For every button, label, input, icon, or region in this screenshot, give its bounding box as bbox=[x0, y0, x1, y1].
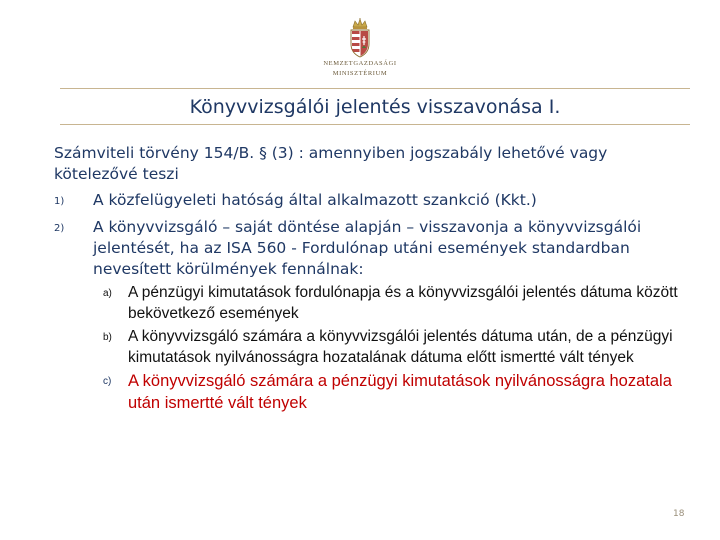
logo-org-line2: MINISZTÉRIUM bbox=[332, 70, 388, 77]
list-item bbox=[54, 217, 694, 414]
sub-list-marker: c) bbox=[103, 376, 112, 387]
slide-body bbox=[54, 143, 694, 420]
sub-list-item bbox=[93, 282, 694, 324]
slide-title: Könyvvizsgálói jelentés visszavonása I. bbox=[189, 96, 561, 118]
list-item-text: A közfelügyeleti hatóság által alkalmazott szankció (Kkt.) bbox=[93, 191, 537, 209]
list-marker: 1) bbox=[54, 196, 65, 207]
list-item-text: A könyvvizsgáló – saját döntése alapján – visszavonja a könyvvizsgálói jelentését, ha az ISA 560 - Fordulónap utáni események standardban nevesített körülmények fennálnak: bbox=[93, 218, 642, 278]
page-number: 18 bbox=[673, 509, 685, 519]
list-item bbox=[54, 190, 694, 211]
logo-org-line1: NEMZETGAZDASÁGI bbox=[323, 60, 397, 67]
title-divider bbox=[60, 124, 690, 125]
sub-list-item-text: A pénzügyi kimutatások fordulónapja és a könyvvizsgálói jelentés dátuma között bekövetkező események bbox=[128, 284, 678, 322]
sub-list-item-highlighted bbox=[93, 370, 694, 414]
sub-list-item-text: A könyvvizsgáló számára a pénzügyi kimutatások nyilvánosságra hozatala után ismertté vált tények bbox=[128, 372, 672, 412]
intro-text: Számviteli törvény 154/B. § (3) : amennyiben jogszabály lehetővé vagy kötelezővé teszi bbox=[54, 144, 608, 183]
ministry-logo bbox=[310, 18, 410, 82]
sub-list-marker: a) bbox=[103, 288, 112, 299]
sub-list-marker: b) bbox=[103, 332, 112, 343]
coat-of-arms-icon bbox=[347, 18, 373, 58]
sub-list-item-text: A könyvvizsgáló számára a könyvvizsgálói jelentés dátuma után, de a pénzügyi kimutatások nyilvánosságra hozatalának dátuma előtt ismertté vált tények bbox=[128, 328, 673, 366]
sub-list-item bbox=[93, 326, 694, 368]
header-divider bbox=[60, 88, 690, 89]
list-marker: 2) bbox=[54, 223, 65, 234]
